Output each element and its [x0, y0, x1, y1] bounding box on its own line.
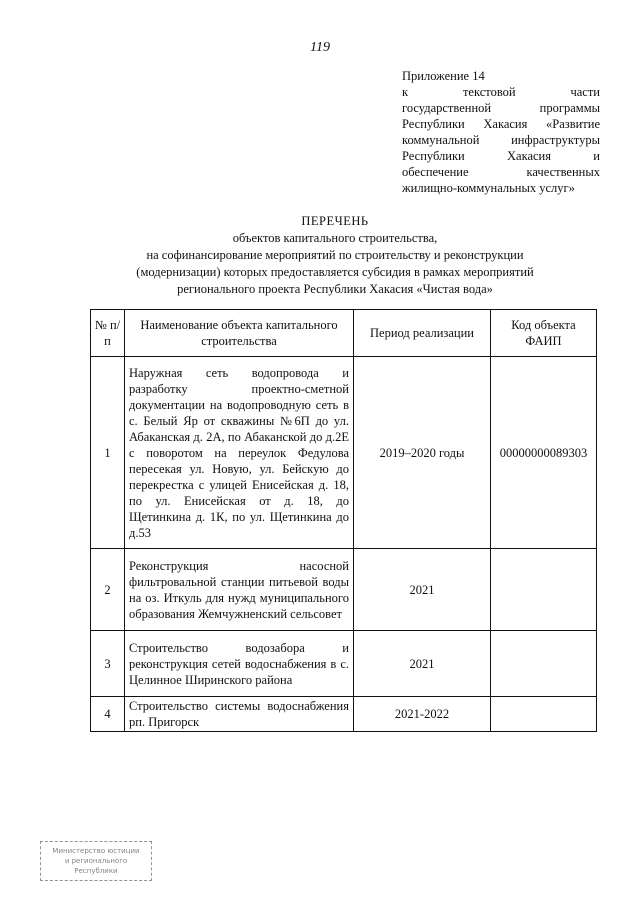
header-code: Код объекта ФАИП — [491, 310, 597, 357]
header-num: № п/п — [91, 310, 125, 357]
appendix-line: жилищно-коммунальных услуг» — [402, 181, 575, 195]
row-code — [491, 549, 597, 631]
table-row — [91, 697, 597, 732]
appendix-line: коммунальной инфраструктуры — [402, 133, 600, 147]
title-line: на софинансирование мероприятий по строительству и реконструкции — [146, 248, 524, 262]
row-num: 2 — [91, 549, 125, 631]
row-name: Наружная сеть водопровода и разработку проектно-сметной документации на водопроводную сеть в с. Белый Яр от скважины №6П до ул. Абаканская д. 2А, по Абаканской до д.2Е с поворотом на переулок Федулова пересекая ул. Новую, ул. Бейскую до перекрестка с улицей Енисейская д. 18, по ул. Енисейская от д. 18, до Щетинкина д. 1К, по ул. Щетинкина до д.53 — [125, 357, 354, 549]
appendix-line: Республики Хакасия и — [402, 149, 600, 163]
row-name: Строительство водозабора и реконструкция сетей водоснабжения в с. Целинное Ширинского района — [125, 631, 354, 697]
row-code: 00000000089303 — [491, 357, 597, 549]
title-line: регионального проекта Республики Хакасия «Чистая вода» — [177, 282, 493, 296]
row-period: 2021-2022 — [354, 697, 491, 732]
title-line: объектов капитального строительства, — [232, 231, 438, 245]
row-period: 2019–2020 годы — [354, 357, 491, 549]
document-title — [100, 213, 570, 298]
appendix-number: Приложение 14 — [402, 69, 485, 83]
row-num: 3 — [91, 631, 125, 697]
registration-stamp — [40, 841, 152, 881]
row-period: 2021 — [354, 631, 491, 697]
row-num: 4 — [91, 697, 125, 732]
row-code — [491, 631, 597, 697]
row-period: 2021 — [354, 549, 491, 631]
objects-table — [90, 309, 597, 732]
appendix-line: к текстовой части — [402, 85, 600, 99]
row-name: Реконструкция насосной фильтровальной станции питьевой воды на оз. Иткуль для нужд муниципального образования Жемчужненский сельсовет — [125, 549, 354, 631]
stamp-line: Республики — [74, 867, 118, 875]
row-code — [491, 697, 597, 732]
header-name: Наименование объекта капитального строительства — [125, 310, 354, 357]
row-name: Строительство системы водоснабжения рп. Пригорск — [125, 697, 354, 732]
table-header-row — [91, 310, 597, 357]
appendix-heading — [402, 68, 600, 196]
stamp-line: Министерство юстиции — [52, 847, 140, 855]
appendix-line: обеспечение качественных — [402, 165, 600, 179]
appendix-line: государственной программы — [402, 101, 600, 115]
table-row — [91, 357, 597, 549]
title-main: ПЕРЕЧЕНЬ — [301, 214, 369, 228]
title-line: (модернизации) которых предоставляется субсидия в рамках мероприятий — [136, 265, 534, 279]
stamp-line: и регионального — [64, 857, 128, 865]
table-row — [91, 631, 597, 697]
row-num: 1 — [91, 357, 125, 549]
header-period: Период реализации — [354, 310, 491, 357]
page-number: 119 — [310, 40, 330, 55]
table-row — [91, 549, 597, 631]
appendix-line: Республики Хакасия «Развитие — [402, 117, 600, 131]
